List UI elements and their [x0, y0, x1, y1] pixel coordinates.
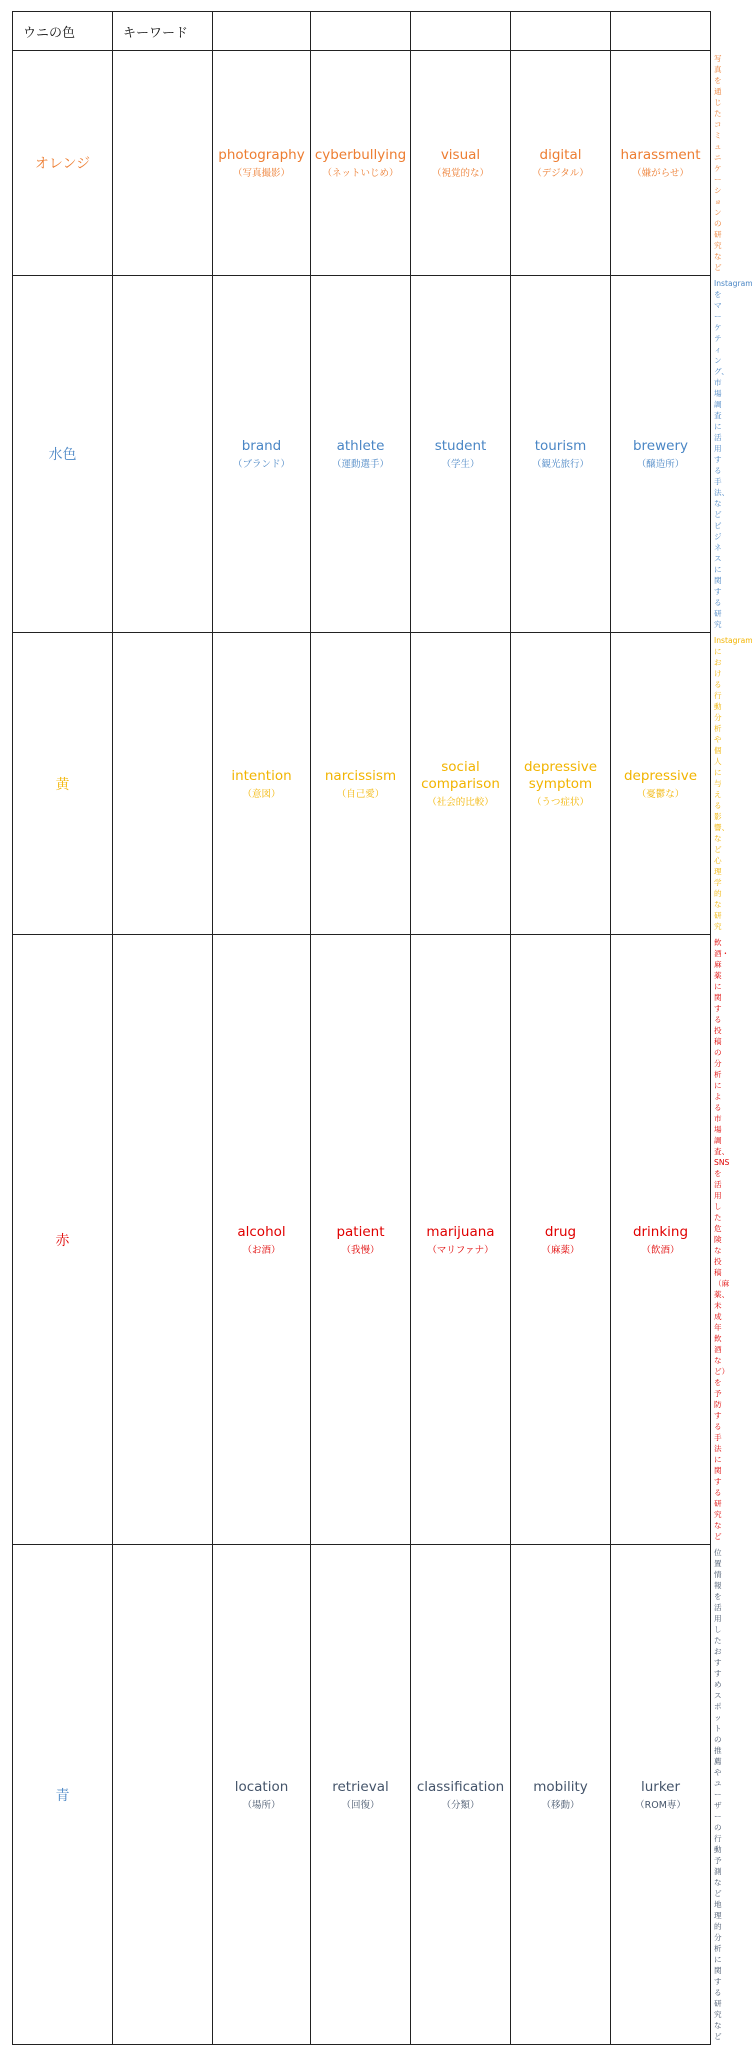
keyword-cell — [411, 1545, 511, 2045]
color-label: オレンジ — [13, 51, 113, 276]
keyword-cell — [511, 51, 611, 276]
header-empty — [611, 12, 711, 51]
keyword-cell — [213, 1545, 311, 2045]
keyword-jp: （我慢） — [341, 1244, 380, 1256]
keyword-jp: （回復） — [341, 1799, 380, 1811]
keyword-cell — [611, 633, 711, 935]
keyword-jp: （ROM専） — [635, 1799, 686, 1811]
keyword-cell — [213, 935, 311, 1545]
keyword-en: brand — [241, 438, 282, 454]
keyword-jp: （社会的比較） — [427, 797, 494, 808]
keyword-jp: （醸造所） — [636, 459, 685, 470]
keyword-jp: （嫌がらせ） — [632, 168, 689, 179]
keyword-jp: （分類） — [441, 1799, 480, 1811]
empty-cell — [113, 935, 213, 1545]
keyword-jp: （飲酒） — [641, 1244, 680, 1256]
keyword-cell — [611, 276, 711, 633]
row-orange: オレンジ photography （写真撮影） cyberbullying （ネットいじめ） visual （視覚的な） digital （デジタル） harassment （嫌がらせ） 写真を通じたコミュニケーションの研究など — [13, 51, 711, 276]
keyword-cell — [411, 51, 511, 276]
header-keyword: キーワード — [113, 12, 213, 51]
keyword-cell — [311, 633, 411, 935]
color-label: 赤 — [13, 935, 113, 1545]
row-blue: 青 location （場所） retrieval （回復） classification （分類） mobility （移動） lurker （ROM専） 位置情報を活用したおすすめスポットの推薦やユーザーの行動予測など地理的分析に関する研究など — [13, 1545, 711, 2045]
keyword-cell — [311, 276, 411, 633]
header-color: ウニの色 — [13, 12, 113, 51]
keyword-en: digital — [539, 147, 582, 163]
keyword-cell — [511, 935, 611, 1545]
keyword-jp: （意図） — [242, 788, 281, 800]
keyword-en: marijuana — [426, 1223, 495, 1240]
keyword-cell — [511, 276, 611, 633]
keyword-en: depressive symptom — [523, 759, 598, 792]
keyword-jp: （お酒） — [242, 1244, 281, 1256]
row-red: 赤 alcohol （お酒） patient （我慢） marijuana （マリファナ） drug （麻薬） drinking （飲酒） 飲酒・麻薬に関する投稿の分析による市場調査、SNSを活用した危険な投稿（麻薬、未成年飲酒など）を予防する手法に関する研究など — [13, 935, 711, 1545]
keyword-jp: （麻薬） — [541, 1244, 580, 1256]
header-empty — [511, 12, 611, 51]
keyword-jp: （運動選手） — [331, 459, 389, 470]
keyword-jp: （観光旅行） — [531, 459, 589, 470]
keyword-jp: （場所） — [242, 1799, 281, 1811]
keyword-en: athlete — [336, 438, 385, 454]
keyword-cell — [213, 633, 311, 935]
keyword-en: alcohol — [237, 1223, 286, 1240]
keyword-en: narcissism — [324, 767, 397, 784]
keyword-en: retrieval — [332, 1778, 389, 1795]
keyword-en: harassment — [620, 147, 701, 163]
keyword-en: student — [434, 438, 487, 454]
row-light-blue: 水色 brand （ブランド） athlete （運動選手） student （学生） tourism （観光旅行） brewery （醸造所） Instagramをマーケティング、市場調査に活用する手法、などビジネスに関する研究 — [13, 276, 711, 633]
keyword-jp: （視覚的な） — [431, 168, 489, 179]
keyword-cell — [213, 51, 311, 276]
color-label: 水色 — [13, 276, 113, 633]
keyword-en: patient — [336, 1223, 385, 1240]
empty-cell — [113, 276, 213, 633]
keyword-cell — [411, 633, 511, 935]
keyword-cell — [511, 633, 611, 935]
keyword-en: classification — [416, 1778, 505, 1795]
keyword-en: visual — [440, 147, 481, 163]
header-row — [13, 12, 711, 51]
keyword-cell — [311, 935, 411, 1545]
keyword-jp: （憂鬱な） — [636, 788, 685, 800]
keyword-jp: （自己愛） — [336, 788, 385, 800]
color-label: 黄 — [13, 633, 113, 935]
keyword-cell — [311, 1545, 411, 2045]
empty-cell — [113, 51, 213, 276]
keyword-jp: （移動） — [541, 1799, 580, 1811]
keyword-cell — [511, 1545, 611, 2045]
keyword-cell — [311, 51, 411, 276]
keyword-jp: （写真撮影） — [232, 168, 290, 179]
keyword-en: brewery — [632, 438, 688, 454]
keyword-jp: （マリファナ） — [427, 1244, 494, 1256]
keyword-cell — [411, 935, 511, 1545]
keyword-cell — [213, 276, 311, 633]
keyword-en: lurker — [640, 1778, 681, 1795]
keyword-en: tourism — [534, 438, 587, 454]
keyword-en: drinking — [632, 1223, 689, 1240]
keyword-en: photography — [218, 147, 305, 163]
keyword-en: cyberbullying — [314, 147, 407, 163]
empty-cell — [113, 633, 213, 935]
keyword-jp: （ブランド） — [232, 459, 290, 470]
keyword-cell — [611, 1545, 711, 2045]
empty-cell — [113, 1545, 213, 2045]
row-yellow: 黄 intention （意図） narcissism （自己愛） social comparison （社会的比較） depressive symptom （うつ症状） depressive （憂鬱な） Instagramにおける行動分析や個人に与える影響、など心理学的な研究 — [13, 633, 711, 935]
keyword-en: drug — [544, 1223, 577, 1240]
keyword-en: location — [234, 1778, 289, 1795]
keyword-cell — [611, 51, 711, 276]
keyword-table — [12, 11, 753, 2045]
keyword-en: social comparison — [421, 759, 500, 792]
keyword-cell — [411, 276, 511, 633]
keyword-jp: （うつ症状） — [531, 797, 589, 808]
keyword-cell — [611, 935, 711, 1545]
header-empty — [311, 12, 411, 51]
keyword-en: mobility — [533, 1778, 588, 1795]
keyword-en: intention — [231, 767, 292, 784]
keyword-jp: （ネットいじめ） — [322, 168, 399, 179]
keyword-en: depressive — [623, 767, 698, 784]
keyword-jp: （デジタル） — [532, 168, 589, 179]
header-empty — [411, 12, 511, 51]
color-label: 青 — [13, 1545, 113, 2045]
header-empty — [213, 12, 311, 51]
keyword-jp: （学生） — [441, 459, 480, 470]
